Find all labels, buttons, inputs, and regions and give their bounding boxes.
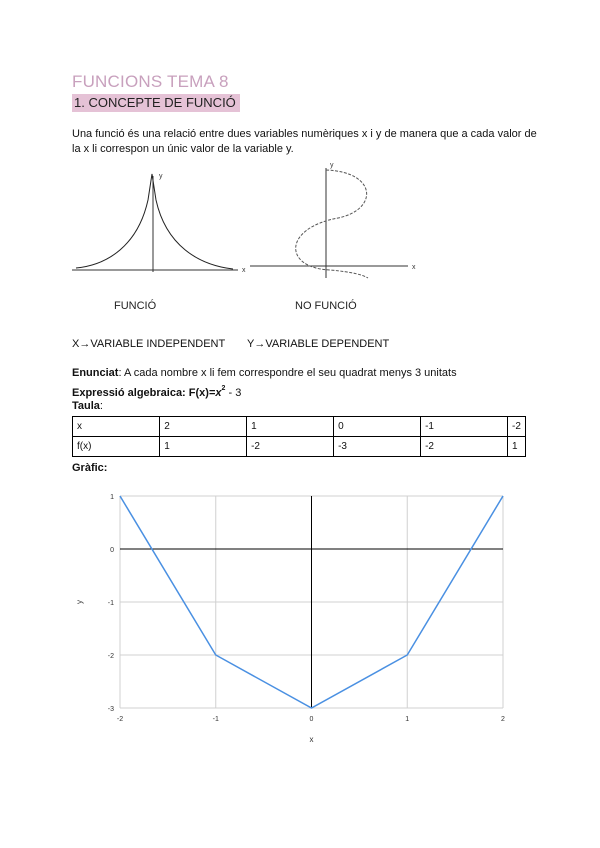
expressio-label: Expressió algebraica: — [72, 387, 186, 399]
table-cell: 1 — [247, 417, 334, 437]
expressio-prefix: F(x)= — [185, 387, 216, 399]
table-cell: -2 — [247, 437, 334, 457]
x-tick-label: 1 — [405, 716, 410, 723]
no-funcio-curve — [296, 170, 368, 278]
independent-variable: X→VARIABLE INDEPENDENT — [72, 338, 226, 350]
y-tick-label: -3 — [107, 706, 114, 713]
table-row-x — [73, 417, 526, 437]
section-heading: 1. CONCEPTE DE FUNCIÓ — [72, 94, 240, 112]
table-cell: f(x) — [73, 437, 160, 457]
funcio-sketch — [72, 173, 246, 274]
enunciat-text: : A cada nombre x li fem correspondre el seu quadrat menys 3 unitats — [118, 367, 457, 379]
intro-paragraph: Una funció és una relació entre dues variables numèriques x i y de manera que a cada valor de la x li correspon un únic valor de la variable y. — [72, 128, 537, 155]
y-tick-label: 1 — [110, 494, 114, 501]
x-tick-label: 0 — [309, 716, 314, 723]
table-cell: -2 — [421, 437, 508, 457]
no-funcio-sketch — [250, 162, 416, 278]
expressio-var: x — [215, 387, 222, 399]
table-cell: -3 — [334, 437, 421, 457]
function-chart — [60, 482, 530, 752]
y-tick-label: 0 — [110, 547, 114, 554]
function-sketches — [68, 160, 448, 285]
table-cell: 2 — [160, 417, 247, 437]
page-title: FUNCIONS TEMA 8 — [72, 72, 229, 91]
chart-x-label: x — [309, 735, 314, 744]
y-tick-label: -2 — [107, 653, 114, 660]
taula-label: Taula — [72, 400, 100, 412]
funcio-caption: FUNCIÓ — [114, 300, 157, 312]
expressio-line — [72, 385, 241, 399]
table-cell: -2 — [508, 417, 526, 437]
no-funcio-caption: NO FUNCIÓ — [295, 300, 357, 312]
chart-ticks — [108, 494, 505, 723]
grafic-heading: Gràfic: — [72, 462, 108, 474]
expressio-exp: 2 — [221, 385, 226, 392]
chart-y-label: y — [75, 600, 84, 604]
table-cell: 1 — [160, 437, 247, 457]
taula-heading — [72, 400, 103, 412]
no-funcio-x-label: x — [412, 264, 416, 271]
values-table — [72, 416, 526, 457]
y-tick-label: -1 — [107, 600, 114, 607]
table-row-fx — [73, 437, 526, 457]
enunciat-label: Enunciat — [72, 367, 119, 379]
enunciat-line — [72, 367, 457, 379]
table-cell: -1 — [421, 417, 508, 437]
dependent-variable: Y→VARIABLE DEPENDENT — [247, 338, 390, 350]
expressio-suffix: - 3 — [225, 387, 242, 399]
funcio-x-label: x — [242, 267, 246, 274]
x-tick-label: 2 — [501, 716, 505, 723]
no-funcio-y-label: y — [330, 162, 334, 169]
x-tick-label: -2 — [116, 716, 124, 723]
x-tick-label: -1 — [212, 716, 219, 723]
funcio-curve — [76, 174, 233, 269]
table-cell: x — [73, 417, 160, 437]
taula-colon: : — [99, 400, 103, 412]
table-cell: 1 — [508, 437, 526, 457]
table-cell: 0 — [334, 417, 421, 437]
funcio-y-label: y — [159, 173, 163, 180]
